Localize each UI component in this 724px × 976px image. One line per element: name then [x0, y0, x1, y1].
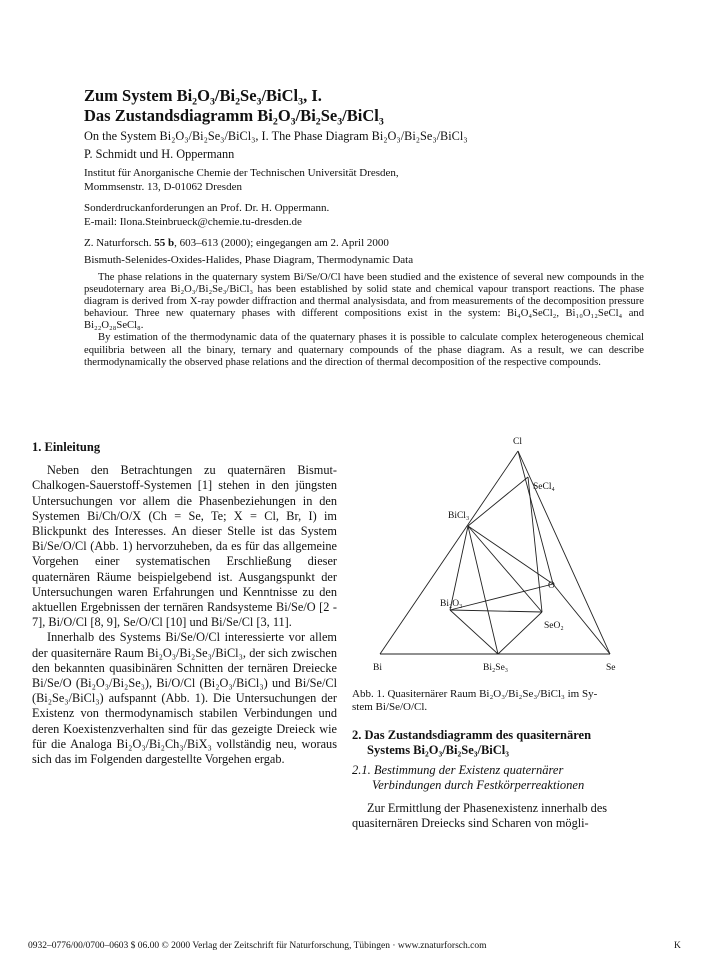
phase-figure: [352, 432, 682, 682]
paper-title-line2: Das Zustandsdiagramm Bi₂O₃/Bi₂Se₃/BiCl₃: [84, 106, 384, 125]
reprint-request-line1: Sonderdruckanforderungen an Prof. Dr. H. Oppermann.: [84, 202, 330, 214]
figure-caption-line2: stem Bi/Se/O/Cl.: [352, 701, 428, 713]
citation-volume: 55 b: [154, 237, 175, 249]
label-bi2se3: Bi₂Se₃: [483, 663, 509, 673]
subsection-heading-2-1: [352, 763, 692, 793]
section-2-paragraph: [352, 801, 692, 831]
reprint-request-email: E-mail: Ilona.Steinbrueck@chemie.tu-dresden.de: [84, 216, 302, 228]
footer-mark: K: [674, 941, 681, 951]
section-2-line2: quasiternären Dreiecks sind Scharen von mögli-: [352, 816, 589, 831]
subsection-heading-line2: Verbindungen durch Festkörperreaktionen: [372, 778, 585, 792]
label-seo2: SeO₂: [544, 621, 564, 631]
line-bi2se3-seo2: [498, 612, 542, 654]
label-bicl3: BiCl₃: [448, 511, 470, 521]
line-bi2o3-o: [450, 584, 553, 610]
citation-prefix: Z. Naturforsch.: [84, 237, 155, 249]
section-heading-2: [352, 728, 692, 758]
figure-caption-line1: Abb. 1. Quasiternärer Raum Bi₂O₃/Bi₂Se₃/BiCl₃ im Sy-: [352, 688, 598, 700]
abstract: [84, 272, 644, 369]
citation-rest: , 603–613 (2000); eingegangen am 2. April 2000: [174, 237, 389, 249]
line-secl4-seo2: [528, 477, 542, 612]
keywords: Bismuth-Selenides-Oxides-Halides, Phase Diagram, Thermodynamic Data: [84, 254, 414, 266]
line-bicl3-secl4: [468, 477, 528, 526]
line-bicl3-bi2o3: [450, 526, 468, 610]
english-title: On the System Bi₂O₃/Bi₂Se₃/BiCl₃, I. The Phase Diagram Bi₂O₃/Bi₂Se₃/BiCl₃: [84, 129, 468, 143]
label-o: O: [548, 581, 555, 591]
abstract-paragraph-1: The phase relations in the quaternary system Bi/Se/O/Cl have been studied and the existence of several new compounds in the pseudoternary area Bi₂O₃/Bi₂Se₃/BiCl₃ has been established by solid state and chemical vapour transport reactions. The phase diagram is derived from X-ray powder diffraction and thermal analysisdata, and from measurements of the decomposition pressure behaviour. Three new quaternary phases with different compositions exist in the system: Bi₄O₄SeCl₂, Bi₁₀O₁₂SeCl₄ and Bi₂₂O₂₈SeCl₈.: [84, 272, 644, 332]
label-bi: Bi: [373, 663, 382, 673]
edge-se-cl: [518, 451, 610, 654]
edge-bi-cl: [380, 451, 518, 654]
abstract-paragraph-2: By estimation of the thermodynamic data of the quaternary phases it is possible to calculate complex heterogeneous chemical equilibria between all the binary, ternary and quaternary compounds of the phase diagram. As a result, we can describe thermodynamically the observed phase relations and the direction of thermal decomposition of the respective compounds.: [84, 332, 644, 368]
left-column: [32, 440, 337, 767]
label-secl4: SeCl₄: [533, 482, 555, 492]
affiliation-line2: Mommsenstr. 13, D-01062 Dresden: [84, 181, 242, 193]
line-bi2o3-seo2: [450, 610, 542, 612]
line-o-se: [553, 584, 610, 654]
line-bi2o3-bi2se3: [450, 610, 498, 654]
label-bi2o3: Bi₂O₃: [440, 599, 463, 609]
line-bicl3-bi2se3: [468, 526, 498, 654]
authors: P. Schmidt und H. Oppermann: [84, 147, 235, 161]
intro-paragraph-1: Neben den Betrachtungen zu quaternären Bismut-Chalkogen-Sauerstoff-Systemen [1] stehen in den jüngsten Untersuchungen vor allem die Phasenbeziehungen in den Systemen Bi/Ch/O/X (Ch = Se, Te; X = Cl, Br, I) im Blickpunkt des Interesses. An dieser Stelle ist das System Bi/Se/O/Cl (Abb. 1) hervorzuheben, da es für das allgemeine Vorgehen einer systematischen Erschließung dieser quaternären Räume beispielgebend ist. Ausgangspunkt der Untersuchungen waren Erfahrungen und Kenntnisse zu den aktuellen Ergebnissen der ternären Randsysteme Bi/Se/O [2 - 7], Bi/O/Cl [8, 9], Se/O/Cl [10] und Bi/Se/Cl [3, 11].: [32, 463, 337, 630]
section-2-line1: Zur Ermittlung der Phasenexistenz innerhalb des: [367, 801, 608, 815]
figure-caption: [352, 688, 692, 714]
subsection-heading-line1: 2.1. Bestimmung der Existenz quaternärer: [352, 763, 564, 777]
section-heading-2-line2: Systems Bi₂O₃/Bi₂Se₃/BiCl₃: [367, 743, 510, 757]
citation: [84, 237, 389, 251]
label-cl: Cl: [513, 437, 522, 447]
section-heading-einleitung: 1. Einleitung: [32, 440, 101, 454]
label-se: Se: [606, 663, 616, 673]
section-heading-2-line1: 2. Das Zustandsdiagramm des quasiternären: [352, 728, 592, 742]
affiliation-line1: Institut für Anorganische Chemie der Technischen Universität Dresden,: [84, 167, 399, 179]
footer-copyright: 0932–0776/00/0700–0603 $ 06.00 © 2000 Verlag der Zeitschrift für Naturforschung, Tübingen · www.znaturforsch.com: [28, 941, 487, 951]
paper-title-line1: Zum System Bi₂O₃/Bi₂Se₃/BiCl₃, I.: [84, 86, 322, 105]
intro-paragraph-2: Innerhalb des Systems Bi/Se/O/Cl interessierte vor allem der quasiternäre Raum Bi₂O₃/Bi₂Se₃/BiCl₃, der sich zwischen den bekannten quasibinären Schnitten der ternären Dreiecke Bi/Se/O (Bi₂O₃/Bi₂Se₃), Bi/O/Cl (Bi₂O₃/BiCl₃) und Bi/Se/Cl (Bi₂Se₃/BiCl₃) aufspannt (Abb. 1). Die Untersuchungen der Existenz von thermodynamisch stabilen Verbindungen und deren Koexistenzverhalten sind für das gezeigte Dreieck wie für die Analoga Bi₂O₃/Bi₂Ch₃/BiX₃ vollständig neu, woraus sich das im Folgenden dargestellte Vorgehen ergab.: [32, 630, 337, 767]
